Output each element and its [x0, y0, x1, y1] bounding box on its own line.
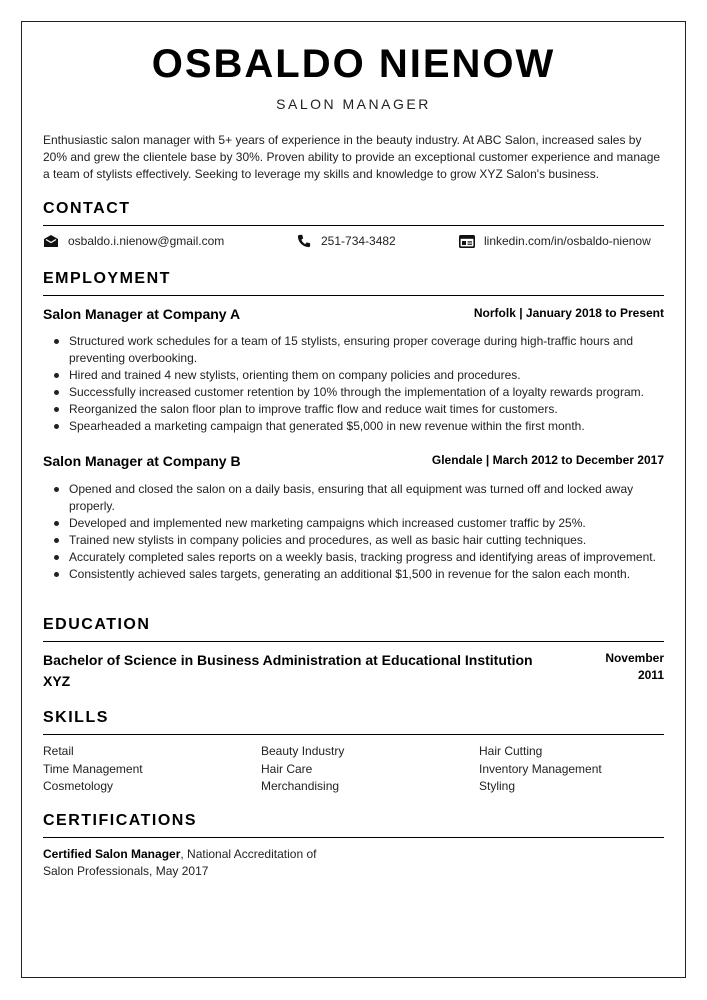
envelope-icon	[43, 234, 59, 248]
job-entry-header	[43, 453, 664, 473]
linkedin-text: linkedin.com/in/osbaldo-nienow	[484, 234, 651, 248]
candidate-name: OSBALDO NIENOW	[151, 42, 556, 86]
contact-linkedin[interactable]	[459, 234, 651, 248]
id-card-icon	[459, 235, 475, 248]
education-heading: EDUCATION	[43, 616, 664, 642]
education-date: November 2011	[605, 651, 664, 682]
contact-phone[interactable]	[296, 234, 396, 248]
job-title: Salon Manager at Company B	[43, 453, 241, 469]
email-text: osbaldo.i.nienow@gmail.com	[68, 234, 225, 248]
resume-page	[21, 21, 686, 978]
job-location-dates: Norfolk | January 2018 to Present	[473, 306, 664, 320]
employment-heading: EMPLOYMENT	[43, 270, 664, 296]
skill-item: Retail	[43, 744, 74, 758]
list-item: Opened and closed the salon on a daily basis, ensuring that all equipment was turned off and locked away properly.	[43, 481, 664, 515]
skill-item: Inventory Management	[479, 762, 602, 776]
contact-email[interactable]	[43, 234, 224, 248]
job-bullets	[43, 333, 664, 434]
certifications-heading: CERTIFICATIONS	[43, 812, 664, 838]
job-location-dates: Glendale | March 2012 to December 2017	[431, 453, 664, 467]
skill-item: Cosmetology	[43, 779, 114, 793]
profile-summary: Enthusiastic salon manager with 5+ years of experience in the beauty industry. At ABC Salon, increased sales by 20% and grew the clientele base by 30%. Proven ability to provide an exceptional customer experience and manage a team of stylists effectively. Seeking to leverage my skills and knowledge to grow XYZ Salon's business.	[43, 133, 661, 181]
list-item: Spearheaded a marketing campaign that generated $5,000 in new revenue within the first month.	[43, 418, 664, 435]
list-item: Reorganized the salon floor plan to improve traffic flow and reduce wait times for customers.	[43, 401, 664, 418]
skill-item: Time Management	[43, 762, 143, 776]
list-item: Trained new stylists in company policies and procedures, as well as basic hair cutting techniques.	[43, 532, 664, 549]
list-item: Developed and implemented new marketing campaigns which increased customer traffic by 25%.	[43, 515, 664, 532]
certification-detail: , National Accreditation of Salon Professionals, May 2017	[43, 847, 317, 878]
certification-name: Certified Salon Manager	[43, 847, 181, 861]
skill-item: Hair Cutting	[479, 744, 543, 758]
skill-item: Merchandising	[261, 779, 340, 793]
job-bullets	[43, 481, 664, 582]
phone-text: 251-734-3482	[321, 234, 396, 248]
list-item: Structured work schedules for a team of 15 stylists, ensuring proper coverage during high-traffic hours and preventing overbooking.	[43, 333, 664, 367]
contact-heading: CONTACT	[43, 200, 664, 226]
list-item: Hired and trained 4 new stylists, orienting them on company policies and procedures.	[43, 367, 664, 384]
contact-row	[43, 234, 664, 254]
skills-heading: SKILLS	[43, 709, 664, 735]
education-degree: Bachelor of Science in Business Administration at Educational Institution XYZ	[43, 652, 533, 689]
job-entry-header	[43, 306, 664, 326]
skill-item: Beauty Industry	[261, 744, 345, 758]
phone-icon	[296, 234, 312, 248]
list-item: Consistently achieved sales targets, generating an additional $1,500 in revenue for the salon each month.	[43, 566, 664, 583]
list-item: Accurately completed sales reports on a weekly basis, tracking progress and identifying areas of improvement.	[43, 549, 664, 566]
list-item: Successfully increased customer retention by 10% through the implementation of a loyalty rewards program.	[43, 384, 664, 401]
skill-item: Styling	[479, 779, 516, 793]
skill-item: Hair Care	[261, 762, 313, 776]
job-title: Salon Manager at Company A	[43, 306, 241, 322]
certification-entry	[43, 846, 333, 880]
job-title-heading: SALON MANAGER	[276, 96, 431, 112]
